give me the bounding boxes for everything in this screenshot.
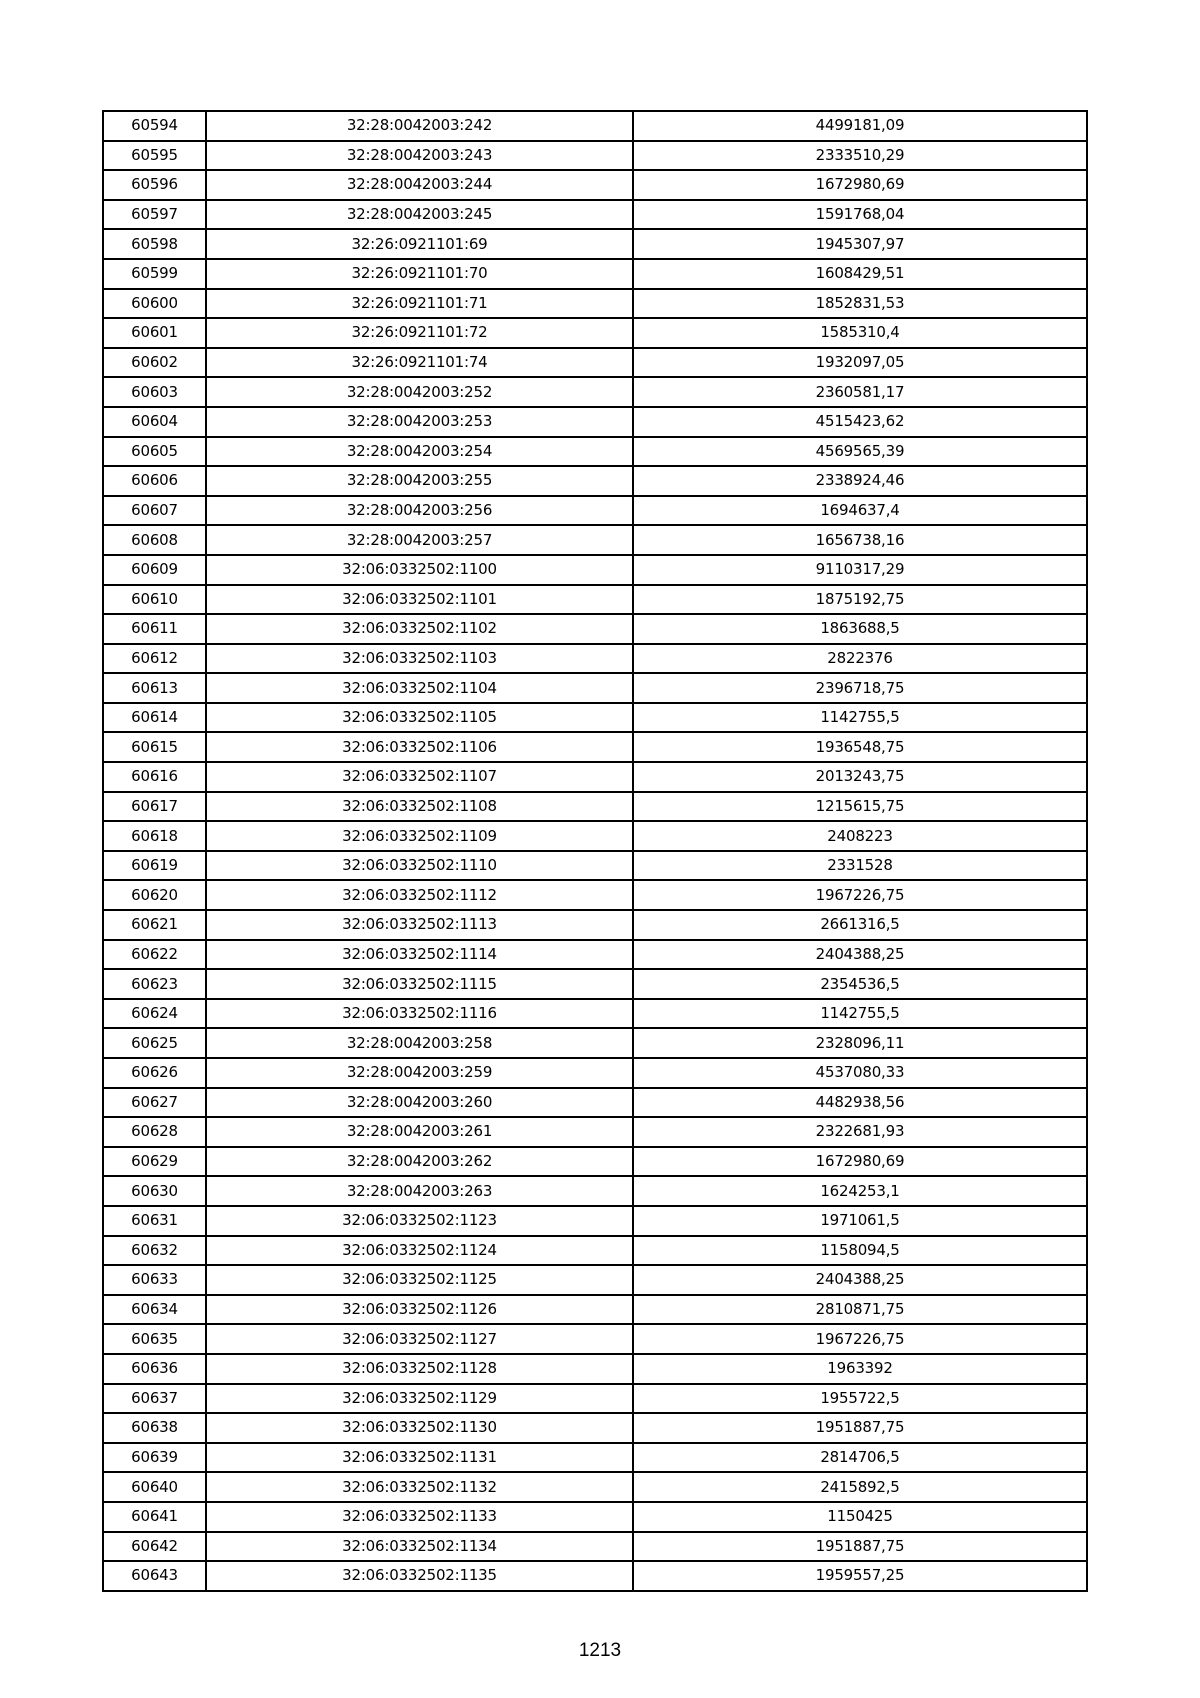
table-row (103, 377, 1087, 407)
cadastral-number-cell: 32:28:0042003:258 (206, 1028, 633, 1058)
cadastral-number-cell: 32:06:0332502:1133 (206, 1502, 633, 1532)
cadastral-value-cell: 1158094,5 (633, 1236, 1087, 1266)
table-row (103, 1324, 1087, 1354)
row-number-cell: 60602 (103, 348, 206, 378)
cadastral-value-cell: 2822376 (633, 644, 1087, 674)
cadastral-value-table (102, 110, 1088, 1592)
cadastral-number-cell: 32:06:0332502:1101 (206, 585, 633, 615)
table-row (103, 1265, 1087, 1295)
table-row (103, 229, 1087, 259)
cadastral-number-cell: 32:28:0042003:243 (206, 141, 633, 171)
cadastral-value-cell: 2333510,29 (633, 141, 1087, 171)
row-number-cell: 60605 (103, 437, 206, 467)
table-row (103, 1206, 1087, 1236)
cadastral-value-cell: 1591768,04 (633, 200, 1087, 230)
cadastral-value-cell: 4482938,56 (633, 1088, 1087, 1118)
cadastral-number-cell: 32:28:0042003:242 (206, 111, 633, 141)
cadastral-value-cell: 1951887,75 (633, 1532, 1087, 1562)
cadastral-value-cell: 1608429,51 (633, 259, 1087, 289)
cadastral-value-cell: 1959557,25 (633, 1561, 1087, 1591)
table-row (103, 1088, 1087, 1118)
table-row (103, 1502, 1087, 1532)
row-number-cell: 60634 (103, 1295, 206, 1325)
cadastral-number-cell: 32:28:0042003:256 (206, 496, 633, 526)
cadastral-value-cell: 4537080,33 (633, 1058, 1087, 1088)
table-row (103, 1295, 1087, 1325)
row-number-cell: 60628 (103, 1117, 206, 1147)
row-number-cell: 60597 (103, 200, 206, 230)
table-row (103, 1443, 1087, 1473)
row-number-cell: 60642 (103, 1532, 206, 1562)
row-number-cell: 60637 (103, 1384, 206, 1414)
row-number-cell: 60612 (103, 644, 206, 674)
table-row (103, 644, 1087, 674)
row-number-cell: 60640 (103, 1472, 206, 1502)
row-number-cell: 60627 (103, 1088, 206, 1118)
row-number-cell: 60641 (103, 1502, 206, 1532)
row-number-cell: 60610 (103, 585, 206, 615)
cadastral-number-cell: 32:06:0332502:1112 (206, 880, 633, 910)
table-row (103, 259, 1087, 289)
cadastral-number-cell: 32:06:0332502:1126 (206, 1295, 633, 1325)
row-number-cell: 60603 (103, 377, 206, 407)
cadastral-number-cell: 32:28:0042003:244 (206, 170, 633, 200)
cadastral-value-cell: 1951887,75 (633, 1413, 1087, 1443)
cadastral-number-cell: 32:06:0332502:1125 (206, 1265, 633, 1295)
row-number-cell: 60618 (103, 821, 206, 851)
table-row (103, 821, 1087, 851)
cadastral-value-cell: 1863688,5 (633, 614, 1087, 644)
table-row (103, 1532, 1087, 1562)
table-row (103, 762, 1087, 792)
table-row (103, 1117, 1087, 1147)
table-row (103, 496, 1087, 526)
row-number-cell: 60632 (103, 1236, 206, 1266)
row-number-cell: 60604 (103, 407, 206, 437)
row-number-cell: 60629 (103, 1147, 206, 1177)
table-body (103, 111, 1087, 1591)
cadastral-number-cell: 32:06:0332502:1123 (206, 1206, 633, 1236)
cadastral-number-cell: 32:06:0332502:1100 (206, 555, 633, 585)
cadastral-number-cell: 32:06:0332502:1134 (206, 1532, 633, 1562)
cadastral-number-cell: 32:06:0332502:1130 (206, 1413, 633, 1443)
cadastral-number-cell: 32:06:0332502:1113 (206, 910, 633, 940)
table-row (103, 940, 1087, 970)
cadastral-value-cell: 2328096,11 (633, 1028, 1087, 1058)
cadastral-value-cell: 1967226,75 (633, 1324, 1087, 1354)
cadastral-number-cell: 32:06:0332502:1104 (206, 673, 633, 703)
table-row (103, 1147, 1087, 1177)
cadastral-value-cell: 2331528 (633, 851, 1087, 881)
cadastral-number-cell: 32:06:0332502:1129 (206, 1384, 633, 1414)
table-row (103, 289, 1087, 319)
table-row (103, 1236, 1087, 1266)
cadastral-number-cell: 32:06:0332502:1108 (206, 792, 633, 822)
cadastral-value-cell: 2322681,93 (633, 1117, 1087, 1147)
cadastral-value-cell: 1585310,4 (633, 318, 1087, 348)
cadastral-value-cell: 2661316,5 (633, 910, 1087, 940)
cadastral-value-cell: 2814706,5 (633, 1443, 1087, 1473)
cadastral-value-cell: 1955722,5 (633, 1384, 1087, 1414)
table-row (103, 466, 1087, 496)
row-number-cell: 60636 (103, 1354, 206, 1384)
table-row (103, 111, 1087, 141)
table-row (103, 969, 1087, 999)
table-row (103, 200, 1087, 230)
table-row (103, 437, 1087, 467)
cadastral-value-cell: 1215615,75 (633, 792, 1087, 822)
cadastral-value-cell: 1932097,05 (633, 348, 1087, 378)
cadastral-number-cell: 32:28:0042003:257 (206, 525, 633, 555)
row-number-cell: 60608 (103, 525, 206, 555)
cadastral-number-cell: 32:26:0921101:72 (206, 318, 633, 348)
table-row (103, 555, 1087, 585)
table-row (103, 1176, 1087, 1206)
table-row (103, 614, 1087, 644)
cadastral-number-cell: 32:06:0332502:1114 (206, 940, 633, 970)
cadastral-number-cell: 32:06:0332502:1124 (206, 1236, 633, 1266)
cadastral-number-cell: 32:26:0921101:71 (206, 289, 633, 319)
row-number-cell: 60616 (103, 762, 206, 792)
cadastral-value-cell: 4569565,39 (633, 437, 1087, 467)
cadastral-number-cell: 32:06:0332502:1102 (206, 614, 633, 644)
row-number-cell: 60633 (103, 1265, 206, 1295)
table-row (103, 1561, 1087, 1591)
cadastral-number-cell: 32:26:0921101:74 (206, 348, 633, 378)
table-row (103, 880, 1087, 910)
row-number-cell: 60631 (103, 1206, 206, 1236)
row-number-cell: 60639 (103, 1443, 206, 1473)
row-number-cell: 60601 (103, 318, 206, 348)
row-number-cell: 60611 (103, 614, 206, 644)
cadastral-value-cell: 1936548,75 (633, 732, 1087, 762)
cadastral-number-cell: 32:06:0332502:1105 (206, 703, 633, 733)
row-number-cell: 60622 (103, 940, 206, 970)
table-row (103, 1384, 1087, 1414)
cadastral-value-cell: 2404388,25 (633, 1265, 1087, 1295)
cadastral-value-cell: 1142755,5 (633, 999, 1087, 1029)
cadastral-value-cell: 2408223 (633, 821, 1087, 851)
row-number-cell: 60623 (103, 969, 206, 999)
cadastral-number-cell: 32:26:0921101:70 (206, 259, 633, 289)
cadastral-number-cell: 32:28:0042003:252 (206, 377, 633, 407)
page-number: 1213 (578, 1640, 622, 1661)
row-number-cell: 60617 (103, 792, 206, 822)
cadastral-number-cell: 32:28:0042003:259 (206, 1058, 633, 1088)
cadastral-number-cell: 32:06:0332502:1132 (206, 1472, 633, 1502)
cadastral-number-cell: 32:06:0332502:1135 (206, 1561, 633, 1591)
row-number-cell: 60598 (103, 229, 206, 259)
cadastral-value-cell: 4515423,62 (633, 407, 1087, 437)
row-number-cell: 60638 (103, 1413, 206, 1443)
table-row (103, 792, 1087, 822)
cadastral-value-cell: 1672980,69 (633, 170, 1087, 200)
cadastral-value-cell: 2396718,75 (633, 673, 1087, 703)
row-number-cell: 60600 (103, 289, 206, 319)
cadastral-value-cell: 2338924,46 (633, 466, 1087, 496)
cadastral-value-cell: 4499181,09 (633, 111, 1087, 141)
table-row (103, 318, 1087, 348)
row-number-cell: 60630 (103, 1176, 206, 1206)
row-number-cell: 60643 (103, 1561, 206, 1591)
table-row (103, 732, 1087, 762)
table-row (103, 1472, 1087, 1502)
cadastral-value-cell: 1694637,4 (633, 496, 1087, 526)
row-number-cell: 60635 (103, 1324, 206, 1354)
row-number-cell: 60620 (103, 880, 206, 910)
cadastral-value-cell: 1971061,5 (633, 1206, 1087, 1236)
cadastral-number-cell: 32:28:0042003:245 (206, 200, 633, 230)
row-number-cell: 60595 (103, 141, 206, 171)
cadastral-value-cell: 2404388,25 (633, 940, 1087, 970)
cadastral-number-cell: 32:28:0042003:261 (206, 1117, 633, 1147)
cadastral-value-cell: 2415892,5 (633, 1472, 1087, 1502)
cadastral-value-cell: 1150425 (633, 1502, 1087, 1532)
table-row (103, 1413, 1087, 1443)
cadastral-value-cell: 1963392 (633, 1354, 1087, 1384)
cadastral-value-cell: 1875192,75 (633, 585, 1087, 615)
cadastral-value-cell: 1142755,5 (633, 703, 1087, 733)
table-row (103, 1028, 1087, 1058)
cadastral-value-cell: 1624253,1 (633, 1176, 1087, 1206)
cadastral-number-cell: 32:06:0332502:1106 (206, 732, 633, 762)
cadastral-value-cell: 1945307,97 (633, 229, 1087, 259)
table-row (103, 1058, 1087, 1088)
cadastral-value-cell: 2013243,75 (633, 762, 1087, 792)
table-row (103, 851, 1087, 881)
cadastral-value-cell: 1656738,16 (633, 525, 1087, 555)
cadastral-number-cell: 32:06:0332502:1103 (206, 644, 633, 674)
cadastral-number-cell: 32:28:0042003:262 (206, 1147, 633, 1177)
cadastral-number-cell: 32:28:0042003:263 (206, 1176, 633, 1206)
table-row (103, 407, 1087, 437)
table-row (103, 673, 1087, 703)
row-number-cell: 60626 (103, 1058, 206, 1088)
cadastral-value-cell: 2810871,75 (633, 1295, 1087, 1325)
cadastral-number-cell: 32:06:0332502:1128 (206, 1354, 633, 1384)
table-row (103, 170, 1087, 200)
table-row (103, 703, 1087, 733)
cadastral-number-cell: 32:28:0042003:253 (206, 407, 633, 437)
row-number-cell: 60614 (103, 703, 206, 733)
cadastral-number-cell: 32:06:0332502:1127 (206, 1324, 633, 1354)
table-row (103, 910, 1087, 940)
row-number-cell: 60609 (103, 555, 206, 585)
cadastral-number-cell: 32:06:0332502:1107 (206, 762, 633, 792)
row-number-cell: 60615 (103, 732, 206, 762)
cadastral-value-cell: 1852831,53 (633, 289, 1087, 319)
cadastral-number-cell: 32:28:0042003:255 (206, 466, 633, 496)
row-number-cell: 60599 (103, 259, 206, 289)
row-number-cell: 60606 (103, 466, 206, 496)
table-row (103, 348, 1087, 378)
cadastral-value-cell: 2360581,17 (633, 377, 1087, 407)
table-row (103, 1354, 1087, 1384)
row-number-cell: 60613 (103, 673, 206, 703)
cadastral-number-cell: 32:28:0042003:254 (206, 437, 633, 467)
row-number-cell: 60621 (103, 910, 206, 940)
cadastral-number-cell: 32:06:0332502:1109 (206, 821, 633, 851)
cadastral-number-cell: 32:06:0332502:1116 (206, 999, 633, 1029)
cadastral-number-cell: 32:28:0042003:260 (206, 1088, 633, 1118)
cadastral-value-cell: 9110317,29 (633, 555, 1087, 585)
table-row (103, 999, 1087, 1029)
cadastral-value-cell: 1967226,75 (633, 880, 1087, 910)
row-number-cell: 60624 (103, 999, 206, 1029)
row-number-cell: 60594 (103, 111, 206, 141)
cadastral-value-cell: 1672980,69 (633, 1147, 1087, 1177)
cadastral-value-cell: 2354536,5 (633, 969, 1087, 999)
table-row (103, 525, 1087, 555)
cadastral-number-cell: 32:06:0332502:1110 (206, 851, 633, 881)
cadastral-number-cell: 32:06:0332502:1115 (206, 969, 633, 999)
table-row (103, 585, 1087, 615)
cadastral-number-cell: 32:06:0332502:1131 (206, 1443, 633, 1473)
row-number-cell: 60625 (103, 1028, 206, 1058)
row-number-cell: 60596 (103, 170, 206, 200)
row-number-cell: 60619 (103, 851, 206, 881)
table-row (103, 141, 1087, 171)
row-number-cell: 60607 (103, 496, 206, 526)
cadastral-number-cell: 32:26:0921101:69 (206, 229, 633, 259)
